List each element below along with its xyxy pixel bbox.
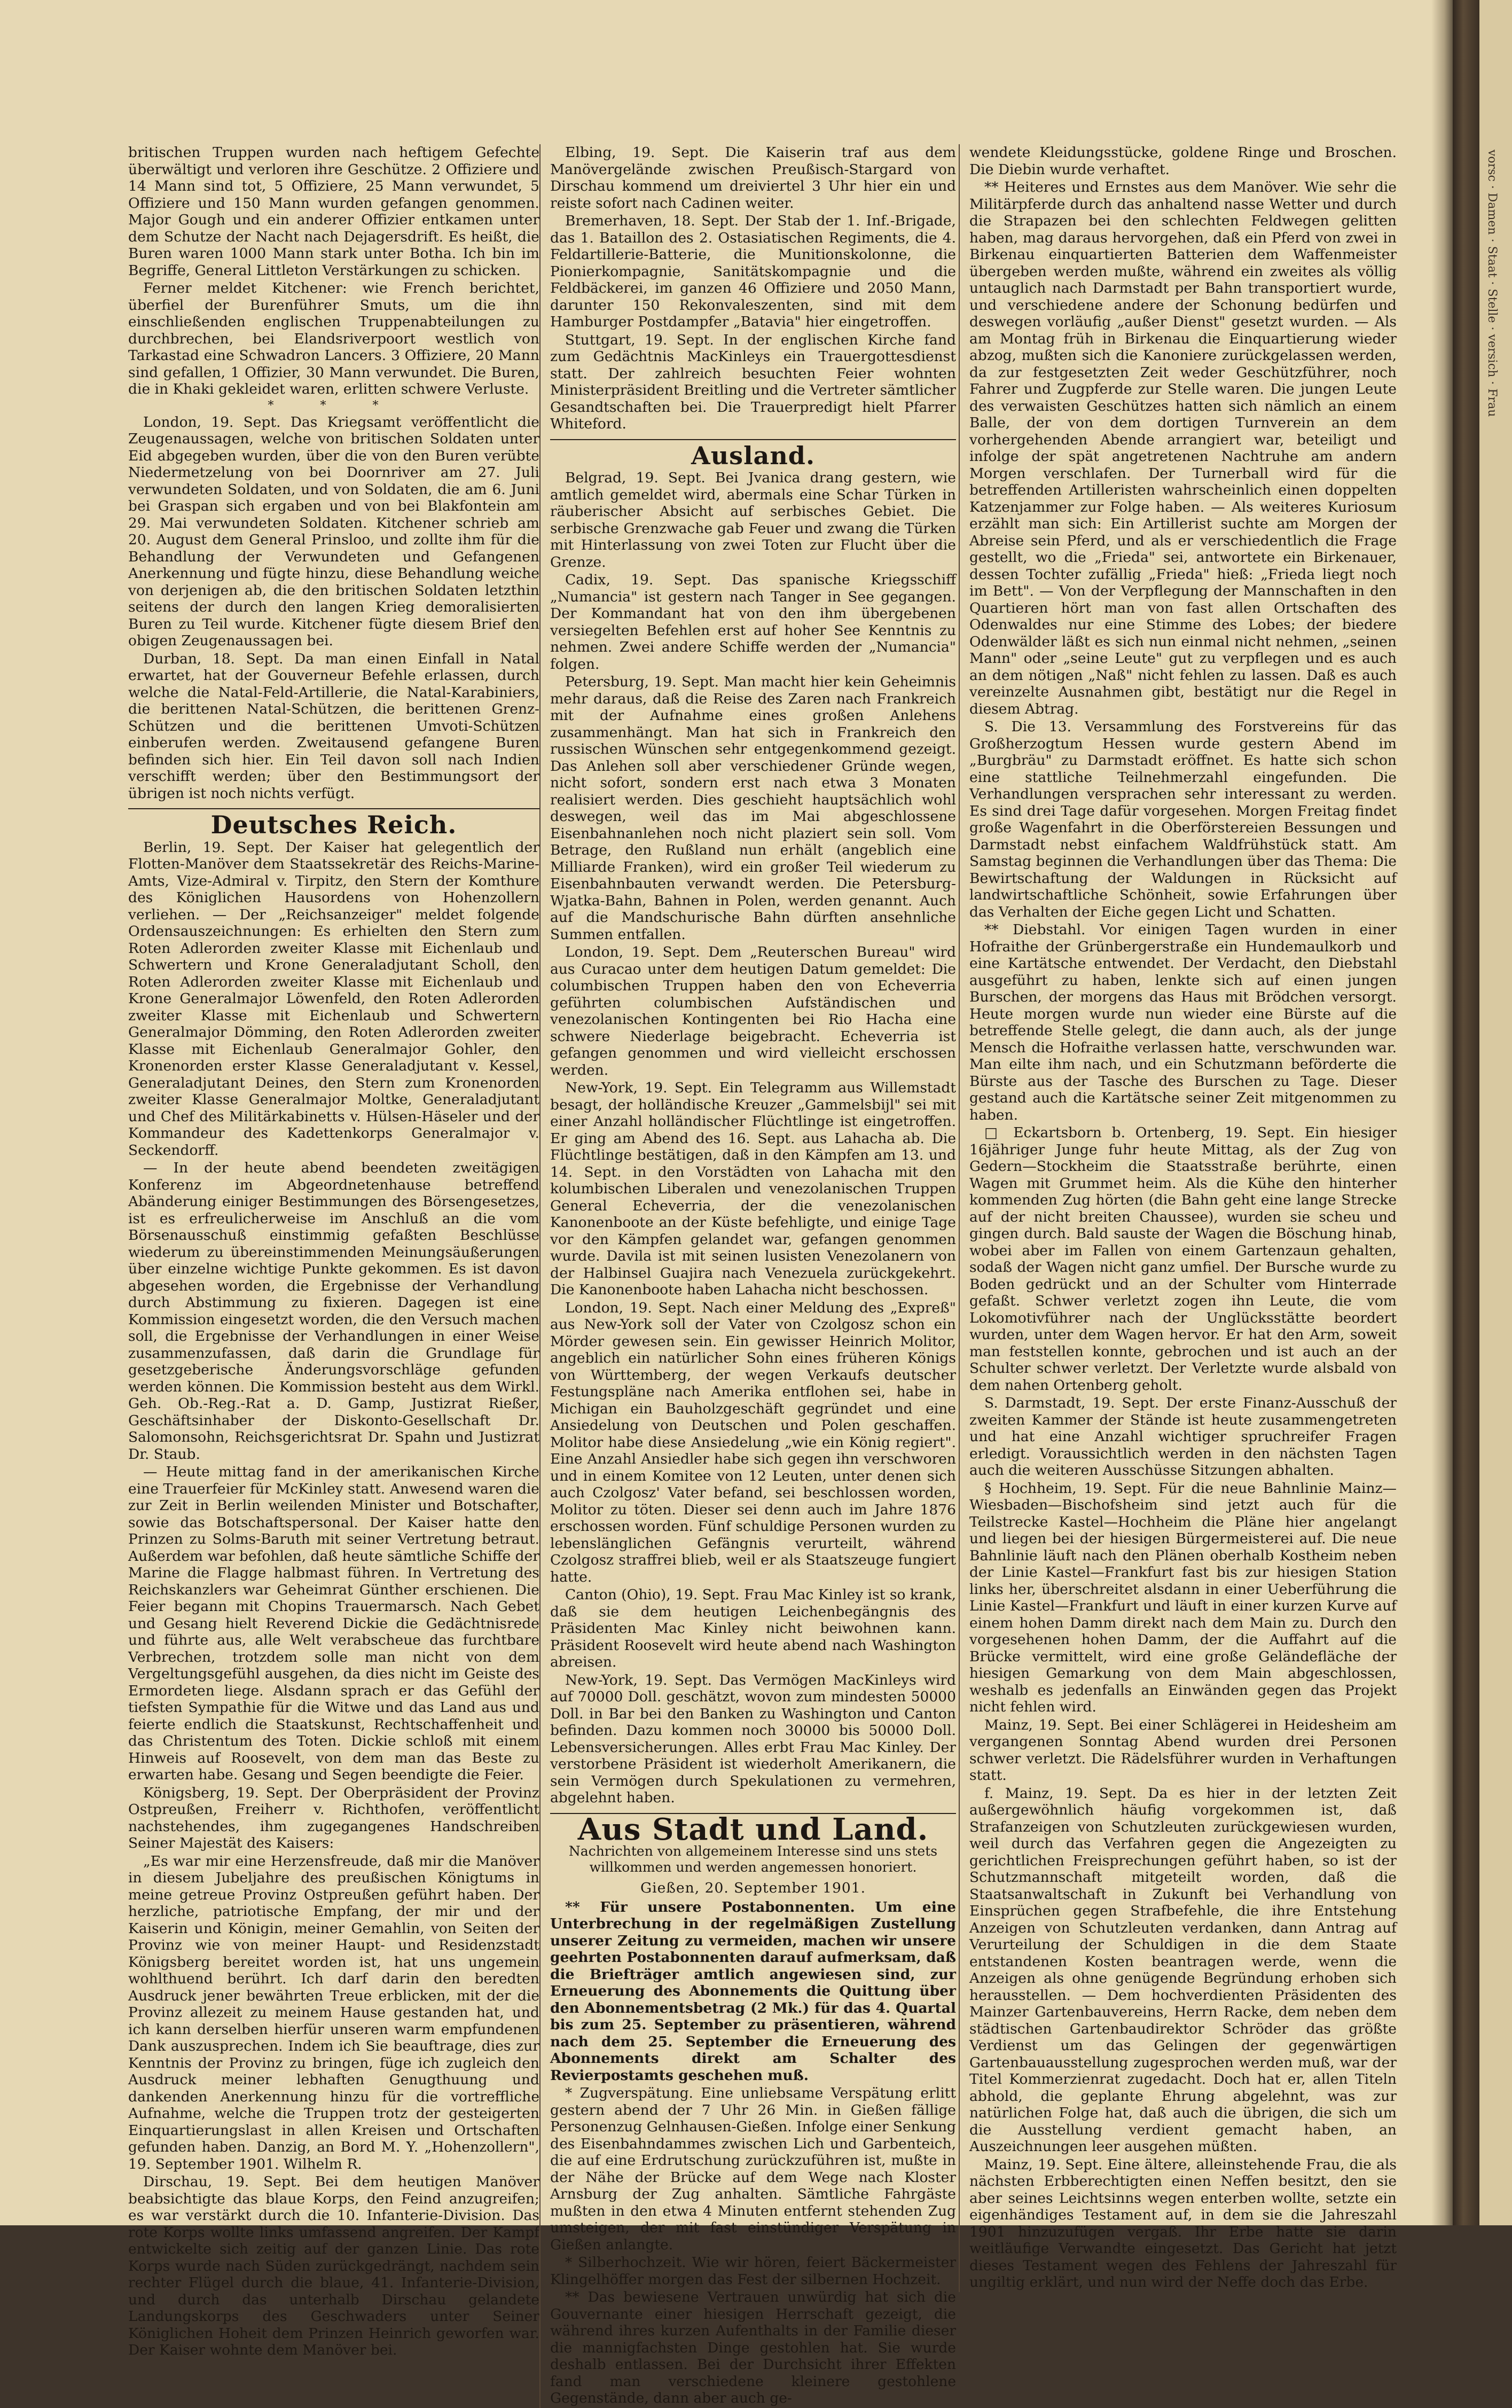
article-paragraph: London, 19. Sept. Das Kriegsamt veröffentlicht die Zeugenaussagen, welche von britischen Soldaten unter Eid abgegeben wurden, über die von den Buren verübte Niedermetzelung von bei Doornriver am 27. Juli verwundeten Soldaten, und von Soldaten, die am 6. Juni bei Graspan sich ergaben und von bei Blakfontein am 29. Mai verwundeten Soldaten. Kitchener schrieb am 20. August dem General Prinsloo, und zollte ihm für die Behandlung der Verwundeten und Gefangenen Anerkennung und fügte hinzu, diese Behandlung weiche von derjenigen ab, die den britischen Soldaten letzthin seitens der durch den langen Krieg demoralisierten Buren zu Teil wurde. Kitchener fügte diesem Brief den obigen Zeugenaussagen bei. — [128, 413, 539, 649]
section-heading: Deutsches Reich. — [210, 810, 457, 839]
article-paragraph: □ Eckartsborn b. Ortenberg, 19. Sept. Ein hiesiger 16jähriger Junge fuhr heute Mittag, als der Zug von Gedern—Stockheim die Staatsstraße berührte, einen Wagen mit Grummet heim. Als die Kühe den hinterher kommenden Zug hörten (die Bahn geht eine lange Strecke auf der nicht breiten Chaussee), wurden sie scheu und gingen durch. Bald sauste der Wagen die Böschung hinab, wobei aber im Fallen von einem Gartenzaun gehalten, sodaß der Wagen nicht ganz umfiel. Der Bursche wurde zu Boden gedrückt und an der Schulter vom Hinterrade gefaßt. Schwer verletzt zogen ihn Leute, die vom Lokomotivführer nach der Unglücksstätte beordert wurden, unter dem Wagen hervor. Er hat den Arm, soweit man feststellen konnte, gebrochen und ist auch an der Schulter schwer verletzt. Der Verletzte wurde alsbald von dem nahen Ortenberg geholt. — [969, 1124, 1397, 1394]
book-spine — [1453, 0, 1479, 2225]
article-paragraph: S. Die 13. Versammlung des Forstvereins für das Großherzogtum Hessen wurde gestern Abend im „Burgbräu" zu Darmstadt eröffnet. Es hatte sich schon eine stattliche Teilnehmerzahl eingefunden. Die Verhandlungen versprachen sehr interessant zu werden. Es sind drei Tage dafür vorgesehen. Morgen Freitag findet große Wagenfahrt in die Oberförstereien Bessungen und Darmstadt nebst einfachem Waldfrühstück statt. Am Samstag beginnen die Verhandlungen über das Thema: Die Bewirtschaftung der Waldungen in Rücksicht auf landwirtschaftliche Schönheit, sowie Erfahrungen über das Verhalten der Eiche gegen Licht und Schatten. — [969, 718, 1397, 920]
article-paragraph: Canton (Ohio), 19. Sept. Frau Mac Kinley ist so krank, daß sie dem heutigen Leichenbegängnis des Präsidenten Mac Kinley nicht beiwohnen kann. Präsident Roosevelt wird heute abend nach Washington abreisen. — [550, 1586, 956, 1670]
article-paragraph: ** Heiteres und Ernstes aus dem Manöver. Wie sehr die Militärpferde durch das anhaltend nasse Wetter und durch die Strapazen bei den schlechten Feldwegen gelitten haben, mag daraus hervorgehen, daß ein Pferd von zwei in Birkenau einquartierten Batterien dem Waffenmeister übergeben werden mußte, während ein zweites als völlig untauglich nach Darmstadt per Bahn transportiert wurde, und verschiedene andere der Schonung bedürfen und deswegen vorläufig „außer Dienst" gesetzt wurden. — Als am Montag früh in Birkenau die Einquartierung wieder abzog, mußten sich die Kanoniere zurückgelassen werden, da zur festgesetzten Zeit weder Geschützführer, noch Fahrer und Zugpferde zur Stelle waren. Die jungen Leute des verwaisten Geschützes hatten sich nämlich an einem Balle, der von dem dortigen Turnverein an dem vorhergehenden Abende arrangiert war, beteiligt und infolge der spät angetretenen Nachtruhe am andern Morgen verschlafen. Der Turnerball wird für die betreffenden Artilleristen wahrscheinlich einen doppelten Katzenjammer zur Folge haben. — Als weiteres Kuriosum erzählt man sich: Ein Artillerist suchte am Morgen der Abreise sein Pferd, und als er verschiedentlich die Frage gestellt, wo die „Frieda" sei, antwortete ein Birkenauer, dessen Tochter zufällig „Frieda" hieß: „Frieda liegt noch im Bett". — Von der Verpflegung der Mannschaften in den Quartieren hört man von fast allen Ortschaften des Odenwaldes nur eine Stimme des Lobes; der biedere Odenwälder läßt es sich nun einmal nicht nehmen, „seinen Mann" oder „seine Leute" gut zu verpflegen und es auch an dem nötigen „Naß" nicht fehlen zu lassen. Daß es auch vereinzelte Ausnahmen gibt, bestätigt nur die Regel in diesem Abtrag. — [969, 179, 1397, 717]
article-paragraph: Belgrad, 19. Sept. Bei Jvanica drang gestern, wie amtlich gemeldet wird, abermals eine Schar Türken in räuberischer Absicht auf serbisches Gebiet. Die serbische Grenzwache gab Feuer und zwang die Türken mit Hinterlassung von zwei Toten zur Flucht über die Grenze. — [550, 470, 956, 570]
article-paragraph: Königsberg, 19. Sept. Der Oberpräsident der Provinz Ostpreußen, Freiherr v. Richthofen, veröffentlicht nachstehendes, ihm zugegangenes Handschreiben Seiner Majestät des Kaisers: — [128, 1784, 539, 1851]
article-paragraph: — Heute mittag fand in der amerikanischen Kirche eine Trauerfeier für McKinley statt. Anwesend waren die zur Zeit in Berlin weilenden Minister und Botschafter, sowie das Botschaftspersonal. Der Kaiser hatte den Prinzen zu Solms-Baruth mit seiner Vertretung betraut. Außerdem war befohlen, daß heute sämtliche Schiffe der Marine die Flagge halbmast führen. In Vertretung des Reichskanzlers war Geheimrat Günther erschienen. Die Feier begann mit Chopins Trauermarsch. Nach Gebet und Gesang hielt Reverend Dickie die Gedächtnisrede und führte aus, alle Welt verabscheue das furchtbare Verbrechen, trotzdem solle man nicht von dem Vergeltungsgefühl ausgehen, da dies nicht im Geiste des Ermordeten liege. Alsdann sprach er das Gefühl der tiefsten Sympathie für die Witwe und das Land aus und feierte endlich die Staatskunst, Rechtschaffenheit und das Christentum des Toten. Dickie schloß mit einem Hinweis auf Roosevelt, von dem man das Beste zu erwarten habe. Gesang und Segen beendigte die Feier. — [128, 1464, 539, 1783]
article-paragraph: Mainz, 19. Sept. Bei einer Schlägerei in Heidesheim am vergangenen Sonntag Abend wurden drei Personen schwer verletzt. Die Rädelsführer wurden in Verhaftungen statt. — [969, 1716, 1397, 1784]
divider — [550, 439, 956, 440]
column-3 — [959, 144, 1397, 2292]
article-paragraph: britischen Truppen wurden nach heftigem Gefechte überwältigt und verloren ihre Geschütze. 2 Offiziere und 14 Mann sind tot, 5 Offiziere, 25 Mann verwundet, 5 Offiziere und 150 Mann wurden gefangen genommen. Major Gough und ein anderer Offizier entkamen unter dem Schutze der Nacht nach Dejagersdrift. Es heißt, die Buren waren 1000 Mann stark unter Botha. Ich bin im Begriffe, General Littleton Verstärkungen zu schicken. — [128, 144, 539, 279]
article-paragraph: ** Diebstahl. Vor einigen Tagen wurden in einer Hofraithe der Grünbergerstraße ein Hundemaulkorb und eine Kartätsche entwendet. Der Verdacht, den Diebstahl ausgeführt zu haben, lenkte sich auf einen jungen Burschen, der morgens das Haus mit Brödchen versorgt. Heute morgen wurde nun wieder eine Bürste auf die betreffende Stelle gelegt, die dann auch, als der junge Mensch die Hofraithe verlassen hatte, verschwunden war. Man eilte ihm nach, und ein Schutzmann beförderte die Bürste aus der Tasche des Burschen zu Tage. Dieser gestand auch die Kartätsche seiner Zeit mitgenommen zu haben. — [969, 921, 1397, 1123]
article-paragraph: New-York, 19. Sept. Ein Telegramm aus Willemstadt besagt, der holländische Kreuzer „Gammelsbijl" sei mit einer Anzahl holländischer Flüchtlinge ist eingetroffen. Er ging am Abend des 16. Sept. aus Lahacha ab. Die Flüchtlinge bestätigen, daß in den Kämpfen am 13. und 14. Sept. in den Vorstädten von Lahacha mit den kolumbischen Liberalen und venezolanischen Truppen General Echeverria, der die venezolanischen Kanonenboote an der Küste befehligte, und einige Tage vor den Kämpfen gelandet war, gefangen genommen wurde. Davila ist mit seinen lusisten Venezolanern von der Halbinsel Guajira nach Venezuela zurückgekehrt. Die Kanonenboote haben Lahacha nicht beschossen. — [550, 1080, 956, 1298]
article-paragraph: „Es war mir eine Herzensfreude, daß mir die Manöver in diesem Jubeljahre des preußischen Königtums in meine getreue Provinz Ostpreußen geführt haben. Der herzliche, patriotische Empfang, der mir und der Kaiserin und Königin, meiner Gemahlin, von Seiten der Provinz wie von meiner Haupt- und Residenzstadt Königsberg bereitet worden ist, hat uns ungemein wohlthuend berührt. Ich darf darin den beredten Ausdruck jener bewährten Treue erblicken, mit der die Provinz allezeit zu meinem Hause gestanden hat, und ich kann derselben hierfür unseren warm empfundenen Dank auszusprechen. Indem ich Sie beauftrage, dies zur Kenntnis der Provinz zu bringen, füge ich zugleich den Ausdruck meiner lebhaften Genugthuung und dankenden Anerkennung hinzu für die vortreffliche Aufnahme, welche die Truppen trotz der gesteigerten Einquartierungslast in allen Kreisen und Ortschaften gefunden haben. Danzig, an Bord M. Y. „Hohenzollern", 19. September 1901. Wilhelm R. — [128, 1852, 539, 2172]
article-paragraph: Petersburg, 19. Sept. Man macht hier kein Geheimnis mehr daraus, daß die Reise des Zaren nach Frankreich mit der Aufnahme eines großen Anlehens zusammenhängt. Man hat sich in Frankreich den russischen Wünschen sehr entgegenkommend gezeigt. Das Anlehen soll aber verschiedener Gründe wegen, nicht sofort, sondern erst nach etwa 3 Monaten realisiert werden. Dies geschieht hauptsächlich wohl deswegen, weil das im Mai abgeschlossene Eisenbahnanlehen noch nicht plaziert sein soll. Vom Betrage, den Rußland nun erhält (angeblich eine Milliarde Franken), wird ein großer Teil wiederum zu Eisenbahnbauten verwandt werden. Die Petersburg-Wjatka-Bahn, Bahnen in Polen, werden genannt. Auch auf die Mandschurische Bahn dürften ansehnliche Summen entfallen. — [550, 674, 956, 943]
section-heading: Ausland. — [691, 441, 815, 470]
article-paragraph: Bremerhaven, 18. Sept. Der Stab der 1. Inf.-Brigade, das 1. Bataillon des 2. Ostasiatischen Regiments, die 4. Feldartillerie-Batterie, die Munitionskolonne, die Pionierkompagnie, Sanitätskompagnie und die Feldbäckerei, im ganzen 46 Offiziere und 2050 Mann, darunter 150 Rekonvaleszenten, sind mit dem Hamburger Postdampfer „Batavia" hier eingetroffen. — [550, 213, 956, 330]
article-paragraph: S. Darmstadt, 19. Sept. Der erste Finanz-Ausschuß der zweiten Kammer der Stände ist heute zusammengetreten und hat eine Anzahl wichtiger spruchreifer Fragen erledigt. Voraussichtlich werden in den nächsten Tagen auch die weiteren Ausschüsse Sitzungen abhalten. — [969, 1395, 1397, 1479]
article-paragraph: — In der heute abend beendeten zweitägigen Konferenz im Abgeordnetenhause betreffend Abänderung einiger Bestimmungen des Börsengesetzes, ist es erfreulicherweise im Anschluß an die vom Börsenausschuß einstimmig gefaßten Beschlüsse wiederum zu übereinstimmenden Meinungsäußerungen über einzelne wichtige Punkte gekommen. Es ist davon abgesehen worden, die Ergebnisse der Verhandlung durch Abstimmung zu fixieren. Dagegen ist eine Kommission eingesetzt worden, die den Versuch machen soll, die Ergebnisse der Verhandlungen in einer Weise zusammenzufassen, daß darin die Grundlage für gesetzgeberische Änderungsvorschläge gefunden werden können. Die Kommission besteht aus dem Wirkl. Geh. Ob.-Reg.-Rat a. D. Gamp, Justizrat Rießer, Geschäftsinhaber der Diskonto-Gesellschaft Dr. Salomonsohn, Reichsgerichtsrat Dr. Spahn und Justizrat Dr. Staub. — [128, 1160, 539, 1463]
article-paragraph: f. Mainz, 19. Sept. Da es hier in der letzten Zeit außergewöhnlich häufig vorgekommen ist, daß Strafanzeigen von Schutzleuten zurückgewiesen wurden, weil durch das Verfahren gegen die Angezeigten zu gerichtlichen Freisprechungen geführt haben, so ist der Schutzmannschaft mitgeteilt worden, daß die Staatsanwaltschaft in Zukunft bei Verhandlung von Einsprüchen gegen Strafbefehle, die ihre Entstehung Anzeigen von Schutzleuten verdanken, dann Antrag auf Verurteilung der Schuldigen in die dem Staate entstandenen Kosten beantragen werde, wenn die Anzeigen als ohne genügende Begründung erhoben sich herausstellen. — Dem hochverdienten Präsidenten des Mainzer Gartenbauvereins, Herrn Racke, dem neben dem städtischen Gartenbaudirektor Schröder das größte Verdienst um das Gelingen der gegenwärtigen Gartenbauausstellung zugesprochen werden muß, war der Titel Kommerzienrat zugedacht. Doch hat er, allen Titeln abhold, die geplante Ehrung abgelehnt, was zur natürlichen Folge hat, daß auch die übrigen, die sich um die Ausstellung verdient gemacht haben, an Auszeichnungen leer ausgehen müßten. — [969, 1785, 1397, 2155]
adjacent-page-text: vorsc · Damen · Staat · Stelle · versich · Frau — [1485, 150, 1499, 417]
article-paragraph: * Silberhochzeit. Wie wir hören, feiert Bäckermeister Klingelhöffer morgen das Fest der silbernen Hochzeit. — [550, 2254, 956, 2288]
article-paragraph: wendete Kleidungsstücke, goldene Ringe und Broschen. Die Diebin wurde verhaftet. — [969, 144, 1397, 178]
article-paragraph: Elbing, 19. Sept. Die Kaiserin traf aus dem Manövergelände zwischen Preußisch-Stargard von Dirschau kommend um dreiviertel 3 Uhr hier ein und reiste sofort nach Cadinen weiter. — [550, 144, 956, 212]
article-paragraph: ** Für unsere Postabonnenten. Um eine Unterbrechung in der regelmäßigen Zustellung unserer Zeitung zu vermeiden, machen wir unsere geehrten Postabonnenten darauf aufmerksam, daß die Briefträger amtlich angewiesen sind, zur Erneuerung des Abonnements die Quittung über den Abonnementsbetrag (2 Mk.) für das 4. Quartal bis zum 25. September zu präsentieren, während nach dem 25. September die Erneuerung des Abonnements direkt am Schalter des Revierpostamts geschehen muß. — [550, 1898, 956, 2084]
adjacent-page-edge — [1479, 0, 1512, 2225]
dateline: Gießen, 20. September 1901. — [640, 1880, 866, 1896]
column-2 — [539, 144, 956, 2408]
article-paragraph: Mainz, 19. Sept. Eine ältere, alleinstehende Frau, die als nächsten Erbberechtigten einen Neffen besitzt, den sie aber seines Leichtsinns wegen enterben wollte, setzte ein eigenhändiges Testament auf, in dem sie die Jahreszahl 1901 hinzuzufügen vergaß. Ihr Erbe hatte sie darin weitläufige Verwandte eingesetzt. Das Gericht hat jetzt dieses Testament wegen des Fehlens der Jahreszahl für ungiltig erklärt, und nun wird der Neffe doch das Erbe. — [969, 2156, 1397, 2290]
article-paragraph: Ferner meldet Kitchener: wie French berichtet, überfiel der Burenführer Smuts, um die ihn einschließenden englischen Truppenabteilungen zu durchbrechen, bei Elandsriverpoort westlich von Tarkastad eine Schwadron Lancers. 3 Offiziere, 20 Mann sind gefallen, 1 Offizier, 30 Mann verwundet. Die Buren, die in Khaki gekleidet waren, erlitten schwere Verluste. — [128, 280, 539, 397]
section-heading: Aus Stadt und Land. — [577, 1811, 929, 1847]
article-paragraph: Berlin, 19. Sept. Der Kaiser hat gelegentlich der Flotten-Manöver dem Staatssekretär des Reichs-Marine-Amts, Vize-Admiral v. Tirpitz, den Stern der Komthure des Königlichen Hausordens von Hohenzollern verliehen. — Der „Reichsanzeiger" meldet folgende Ordensauszeichnungen: Es erhielten den Stern zum Roten Adlerorden zweiter Klasse mit Eichenlaub und Schwertern und Krone Generaladjutant Scholl, den Roten Adlerorden zweiter Klasse mit Eichenlaub und Krone Generalmajor Löwenfeld, den Roten Adlerorden zweiter Klasse mit Eichenlaub und Schwertern Generalmajor Dömming, den Roten Adlerorden zweiter Klasse mit Eichenlaub Generalmajor Gohler, den Kronenorden erster Klasse Generaladjutant v. Kessel, Generaladjutant Deines, den Stern zum Kronenorden zweiter Klasse Generalmajor Moltke, Generaladjutant und Chef des Militärkabinetts v. Hülsen-Häseler und der Kommandeur des Kadettenkorps Generalmajor v. Seckendorff. — [128, 839, 539, 1159]
page-fold-shadow — [1431, 0, 1453, 2225]
article-paragraph: Cadix, 19. Sept. Das spanische Kriegsschiff „Numancia" ist gestern nach Tanger in See gegangen. Der Kommandant hat von den ihm übergebenen versiegelten Befehlen erst auf hoher See Kenntnis zu nehmen. Zwei andere Schiffe werden der „Numancia" folgen. — [550, 572, 956, 673]
divider — [128, 808, 539, 809]
article-paragraph: New-York, 19. Sept. Das Vermögen MacKinleys wird auf 70000 Doll. geschätzt, wovon zum mindesten 50000 Doll. in Bar bei den Banken zu Washington und Canton befinden. Dazu kommen noch 30000 bis 50000 Doll. Lebensversicherungen. Alles erbt Frau Mac Kinley. Der verstorbene Präsident ist wiederholt Amerikanern, die sein Vermögen durch Spekulationen zu vermehren, abgelehnt haben. — [550, 1671, 956, 1806]
article-paragraph: London, 19. Sept. Nach einer Meldung des „Expreß" aus New-York soll der Vater von Czolgosz schon ein Mörder gewesen sein. Ein gewisser Heinrich Molitor, angeblich ein natürlicher Sohn eines früheren Königs von Württemberg, der wegen Verkaufs deutscher Festungspläne nach Amerika entflohen sei, habe in Michigan ein Bauholzgeschäft gegründet und eine Ansiedelung von Deutschen und Polen geschaffen. Molitor habe diese Ansiedelung „wie ein König regiert". Eine Anzahl Ansiedler habe sich gegen ihn verschworen und in einem Komitee von 12 Leuten, unter denen sich auch Czolgosz' Vater befand, sei beschlossen worden, Molitor zu töten. Dieser sei denn auch im Jahre 1876 erschossen worden. Fünf schuldige Personen wurden zu lebenslänglichen Gefängnis verurteilt, während Czolgosz straffrei blieb, weil er als Staatszeuge fungiert hatte. — [550, 1299, 956, 1585]
article-paragraph: London, 19. Sept. Dem „Reuterschen Bureau" wird aus Curacao unter dem heutigen Datum gemeldet: Die columbischen Truppen haben den von Echeverria geführten columbischen Aufständischen und venezolanischen Kontingenten bei Rio Hacha eine schwere Niederlage beigebracht. Echeverria ist gefangen genommen und wird vielleicht erschossen werden. — [550, 944, 956, 1078]
column-1 — [128, 144, 539, 2360]
article-paragraph: Stuttgart, 19. Sept. In der englischen Kirche fand zum Gedächtnis MacKinleys ein Trauergottesdienst statt. Der zahlreich besuchten Feier wohnten Ministerpräsident Breitling und die Vertreter sämtlicher Gesandtschaften bei. Die Trauerpredigt hielt Pfarrer Whiteford. — [550, 331, 956, 432]
editorial-notice: Nachrichten von allgemeinem Interesse sind uns stets willkommen und werden angemessen honoriert. — [568, 1843, 938, 1875]
article-paragraph: Dirschau, 19. Sept. Bei dem heutigen Manöver beabsichtigte das blaue Korps, den Feind anzugreifen; es war verstärkt durch die 10. Infanterie-Division. Das rote Korps wollte links umfassend angreifen. Der Kampf entwickelte sich zeitig auf der ganzen Linie. Das rote Korps wurde nach Süden zurückgedrängt, nachdem sein rechter Flügel durch die blaue, 41. Infanterie-Division, und durch das unterhalb Dirschau gelandete Landungskorps des Geschwaders unter Seiner Königlichen Hoheit dem Prinzen Heinrich geworfen war. Der Kaiser wohnte dem Manöver bei. — [128, 2174, 539, 2358]
article-paragraph: Durban, 18. Sept. Da man einen Einfall in Natal erwartet, hat der Gouverneur Befehle erlassen, durch welche die Natal-Feld-Artillerie, die Natal-Karabiniers, die berittenen Natal-Schützen, die berittenen Grenz-Schützen und die berittenen Umvoti-Schützen einberufen werden. Zweitausend gefangene Buren befinden sich hier. Ein Teil davon soll nach Indien verschifft werden; über den Bestimmungsort der übrigen ist noch nichts verfügt. — [128, 650, 539, 802]
section-separator: * * * — [268, 398, 400, 412]
article-paragraph: § Hochheim, 19. Sept. Für die neue Bahnlinie Mainz—Wiesbaden—Bischofsheim sind jetzt auch für die Teilstrecke Kastel—Hochheim die Pläne hier angelangt und liegen bei der hiesigen Bürgermeisterei auf. Die neue Bahnlinie läuft nach den Plänen oberhalb Kostheim neben der Linie Kastel—Frankfurt fast bis zur hiesigen Station links her, überschreitet alsdann in einer Ueberführung die Linie Kastel—Frankfurt und läuft in einer kurzen Kurve auf einem hohen Damm direkt nach dem Main zu. Durch den vorgesehenen hohen Damm, der die Auffahrt auf die Brücke vermittelt, wird eine große Geländefläche der hiesigen Gemarkung von dem Main abgeschlossen, weshalb es jedenfalls an Einwänden gegen das Projekt nicht fehlen wird. — [969, 1480, 1397, 1715]
article-paragraph: * Zugverspätung. Eine unliebsame Verspätung erlitt gestern abend der 7 Uhr 26 Min. in Gießen fällige Personenzug Gelnhausen-Gießen. Infolge einer Senkung des Eisenbahndammes zwischen Lich und Garbenteich, die auf eine Erdrutschung zurückzuführen ist, mußte in der Nähe der Brücke auf dem Wege nach Kloster Arnsburg der Zug anhalten. Sämtliche Fahrgäste mußten in den etwa 4 Minuten entfernt stehenden Zug umsteigen, der mit fast einstündiger Verspätung in Gießen anlangte. — [550, 2085, 956, 2253]
article-paragraph: ** Das bewiesene Vertrauen unwürdig hat sich die Gouvernante einer hiesigen Herrschaft gezeigt, die während ihres kurzen Aufenthalts in der Familie dieser die mannigfachsten Dinge gestohlen hat. Sie wurde deshalb entlassen. Bei der Durchsicht ihrer Effekten fand man verschiedene kleinere gestohlene Gegenstände, dann aber auch ge- — [550, 2289, 956, 2406]
